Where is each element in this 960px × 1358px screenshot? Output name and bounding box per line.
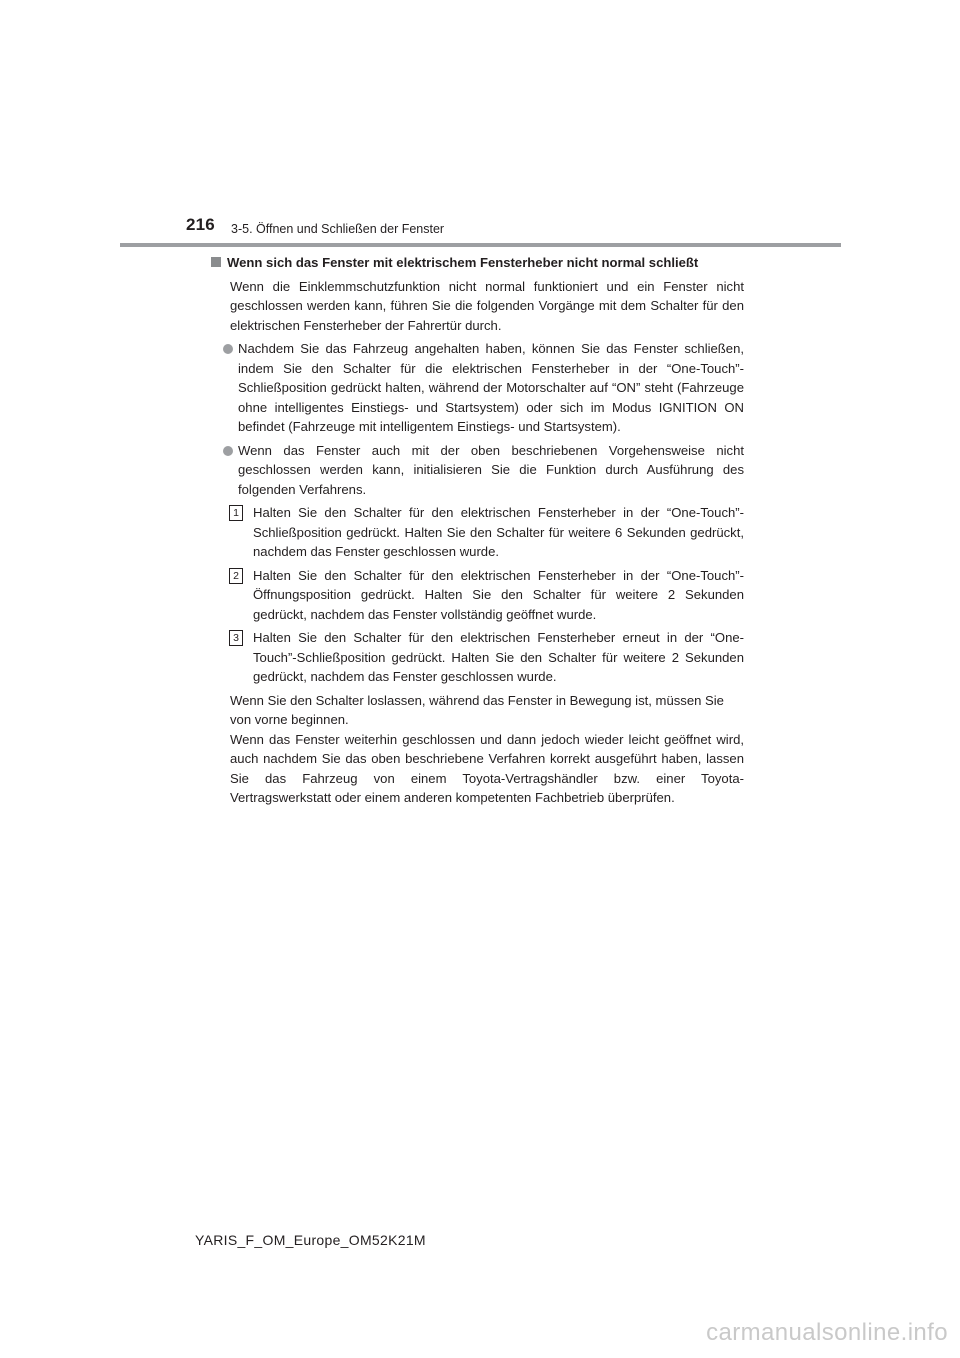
watermark-link[interactable]: carmanualsonline.info (706, 1319, 948, 1346)
bullet-text: Wenn das Fenster auch mit der oben beschriebenen Vorgehensweise nicht geschlossen werden kann, initialisieren Sie die Funktion durch Ausführung des folgenden Verfahrens. (238, 442, 744, 497)
closing-paragraph-1: Wenn Sie den Schalter loslassen, während das Fenster in Bewegung ist, müssen Sie von vorne beginnen. (230, 692, 724, 727)
round-bullet-icon (223, 446, 233, 456)
subheading-text: Wenn sich das Fenster mit elektrischem Fensterheber nicht normal schließt (227, 255, 699, 270)
step-number-badge: 2 (229, 568, 243, 584)
step-text: Halten Sie den Schalter für den elektrischen Fensterheber in der “One-Touch”-Schließposition gedrückt. Halten Sie den Schalter für weitere 6 Sekunden gedrückt, nachdem das Fenster geschlossen wurde. (253, 505, 744, 559)
page-number: 216 (186, 215, 215, 234)
page-content (210, 253, 744, 808)
closing-paragraph-2: Wenn das Fenster weiterhin geschlossen und dann jedoch wieder leicht geöffnet wird, auch nachdem Sie das oben beschriebene Verfahren korrekt ausgeführt haben, lassen Sie das Fahrzeug von einem Toyota-Vertragshändler bzw. einer Toyota-Vertragswerkstatt oder einem anderen kompetenten Fachbetrieb überprüfen. (230, 731, 744, 805)
intro-paragraph: Wenn die Einklemmschutzfunktion nicht normal funktioniert und ein Fenster nicht geschlossen werden kann, führen Sie die folgenden Vorgänge mit dem Schalter für den elektrischen Fensterheber der Fahrertür durch. (230, 278, 744, 333)
step-text: Halten Sie den Schalter für den elektrischen Fensterheber in der “One-Touch”-Öffnungsposition gedrückt. Halten Sie den Schalter für weitere 2 Sekunden gedrückt, nachdem das Fenster vollständig geöffnet wurde. (253, 567, 744, 622)
bullet-text: Nachdem Sie das Fahrzeug angehalten haben, können Sie das Fenster schließen, indem Sie den Schalter für die elektrischen Fensterheber in der “One-Touch”-Schließposition gedrückt halten, während der Motorschalter auf “ON” steht (Fahrzeuge ohne intelligentes Einstiegs- und Startsystem) oder sich im Modus IGNITION ON befindet (Fahrzeuge mit intelligentem Einstiegs- und Startsystem). (238, 341, 744, 434)
step-number-badge: 1 (229, 505, 243, 521)
step-item (210, 628, 744, 687)
list-item (210, 441, 744, 500)
step-text: Halten Sie den Schalter für den elektrischen Fensterheber erneut in der “One-Touch”-Schließposition gedrückt. Halten Sie den Schalter für weitere 2 Sekunden gedrückt, nachdem das Fenster geschlossen wurde. (253, 630, 744, 684)
list-item (210, 339, 744, 437)
step-item (210, 503, 744, 562)
subheading (210, 253, 744, 273)
round-bullet-icon (223, 344, 233, 354)
footer-doc-id: YARIS_F_OM_Europe_OM52K21M (195, 1232, 426, 1248)
section-title: 3-5. Öffnen und Schließen der Fenster (231, 222, 445, 236)
square-bullet-icon (211, 257, 221, 267)
step-number-badge: 3 (229, 630, 243, 646)
step-item (210, 566, 744, 625)
closing-text (210, 691, 744, 808)
header-rule (120, 243, 841, 247)
